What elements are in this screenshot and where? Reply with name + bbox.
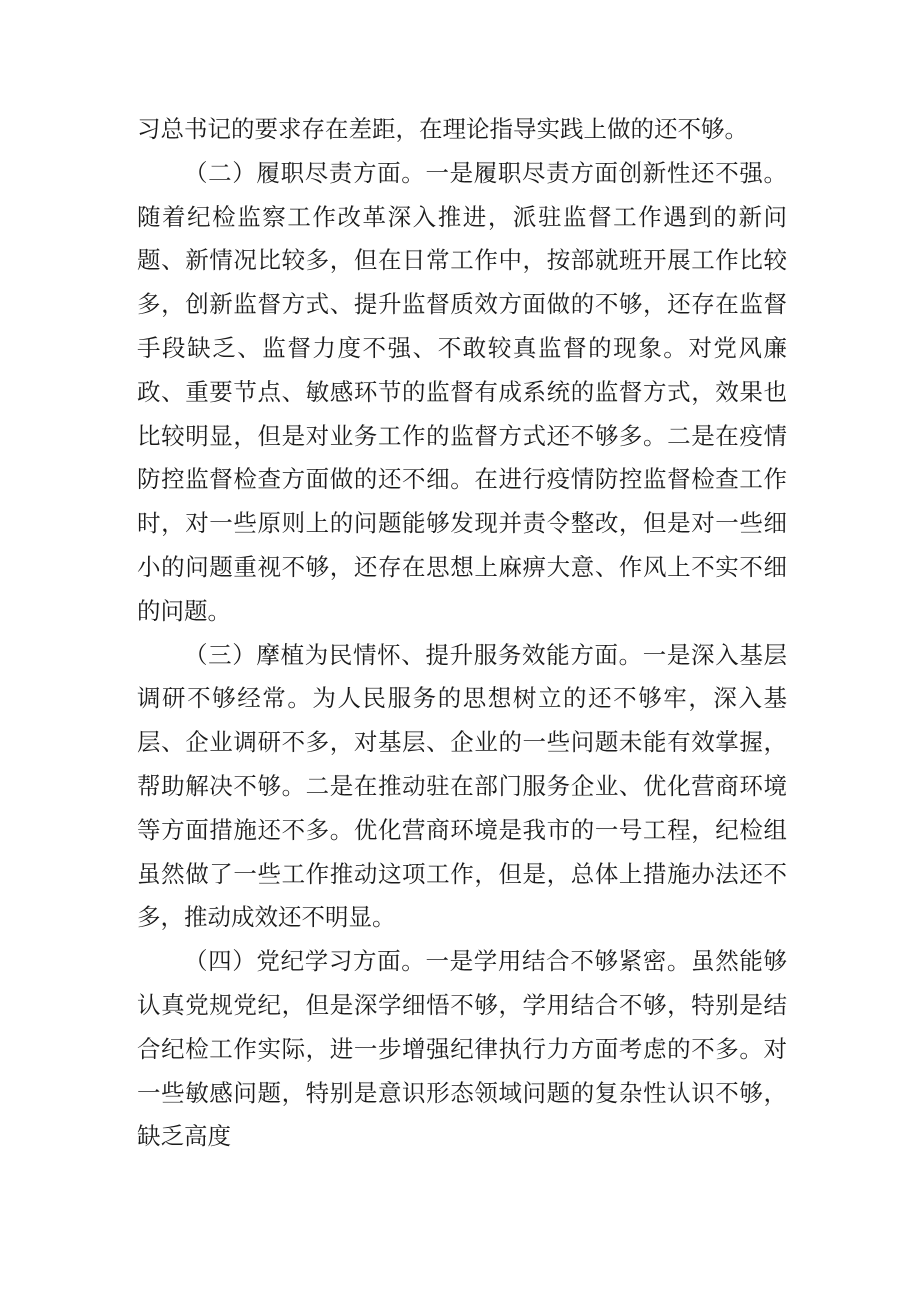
- paragraph-continuation: 习总书记的要求存在差距，在理论指导实践上做的还不够。: [137, 115, 748, 143]
- paragraph-section-2-duty-performance: （二）履职尽责方面。一是履职尽责方面创新性还不强。随着纪检监察工作改革深入推进，派驻监督工作遇到的新问题、新情况比较多，但在日常工作中，按部就班开展工作比较多，创新监督方式、提升监督质效方面做的不够，还存在监督手段缺乏、监督力度不强、不敢较真监督的现象。对党风廉政、重要节点、敏感环节的监督有成系统的监督方式，效果也比较明显，但是对业务工作的监督方式还不够多。二是在疫情防控监督检查方面做的还不细。在进行疫情防控监督检查工作时，对一些原则上的问题能够发现并责令整改，但是对一些细小的问题重视不够，还存在思想上麻痹大意、作风上不实不细的问题。: [137, 158, 787, 625]
- document-body: [137, 108, 787, 1159]
- paragraph-section-3-service-efficiency: （三）摩植为民情怀、提升服务效能方面。一是深入基层调研不够经常。为人民服务的思想树立的还不够牢，深入基层、企业调研不多，对基层、企业的一些问题未能有效掌握，帮助解决不够。二是在推动驻在部门服务企业、优化营商环境等方面措施还不多。优化营商环境是我市的一号工程，纪检组虽然做了一些工作推动这项工作，但是，总体上措施办法还不多，推动成效还不明显。: [137, 640, 787, 932]
- paragraph-section-4-party-discipline: （四）党纪学习方面。一是学用结合不够紧密。虽然能够认真党规党纪，但是深学细悟不够，学用结合不够，特别是结合纪检工作实际，进一步增强纪律执行力方面考虑的不多。对一些敏感问题，特别是意识形态领域问题的复杂性认识不够，缺乏高度: [137, 947, 787, 1151]
